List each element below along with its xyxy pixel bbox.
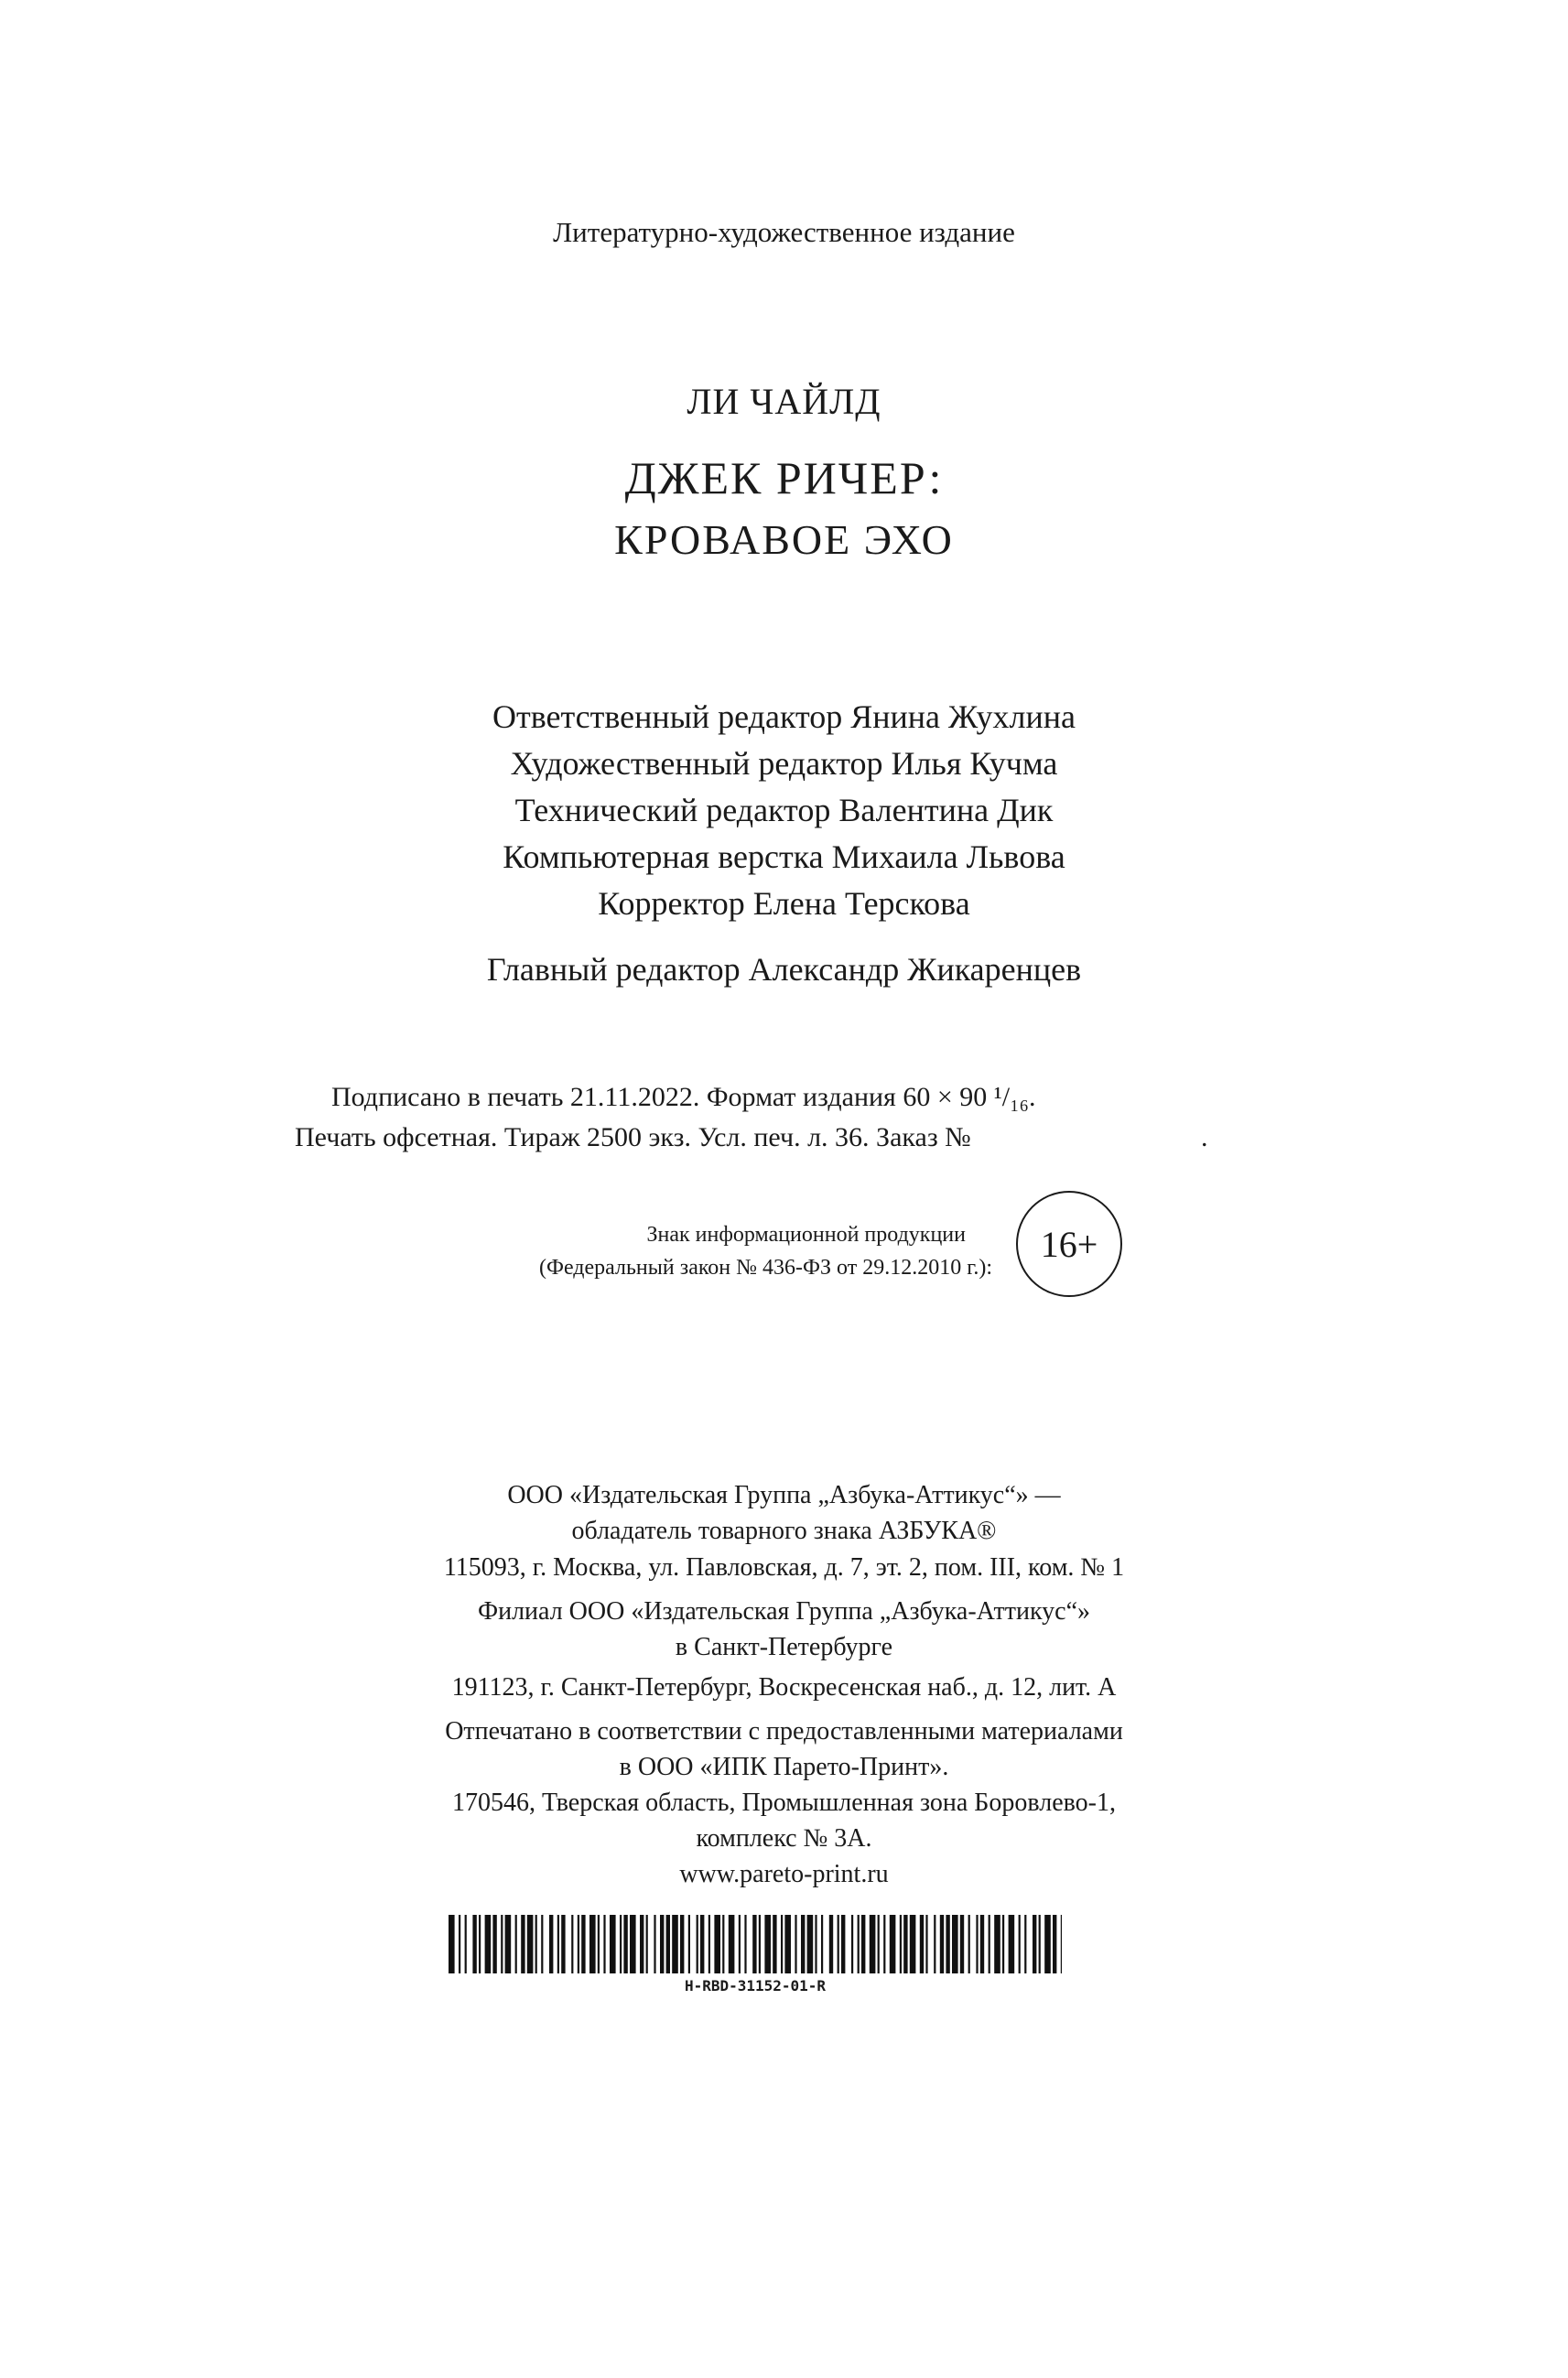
barcode-bar — [630, 1915, 636, 1973]
barcode-bar — [680, 1915, 684, 1973]
barcode-bar — [578, 1915, 579, 1973]
printer-line-1: Отпечатано в соответствии с предоставленными материалами — [445, 1717, 1123, 1746]
barcode-bar — [654, 1915, 655, 1973]
barcode-bar — [660, 1915, 664, 1973]
printer-address-1: 170546, Тверская область, Промышленная зона Боровлево-1, — [452, 1789, 1116, 1817]
barcode-bar — [920, 1915, 924, 1973]
publisher-address: 115093, г. Москва, ул. Павловская, д. 7, эт. 2, пом. III, ком. № 1 — [443, 1553, 1125, 1582]
barcode-bar — [700, 1915, 704, 1973]
barcode-bar — [934, 1915, 935, 1973]
barcode-bar — [598, 1915, 600, 1973]
barcode-bar — [1061, 1915, 1062, 1973]
barcode-bar — [815, 1915, 816, 1973]
barcode-bar — [739, 1915, 741, 1973]
barcode-bar — [940, 1915, 944, 1973]
barcode-bar — [925, 1915, 927, 1973]
barcode-bar — [620, 1915, 622, 1973]
barcode-bar — [581, 1915, 585, 1973]
barcode-bar — [878, 1915, 880, 1973]
barcode-bar — [952, 1915, 958, 1973]
branch-line-2: в Санкт-Петербурге — [675, 1633, 893, 1661]
credit-proofreader: Корректор Елена Терскова — [598, 885, 970, 922]
credit-responsible-editor: Ответственный редактор Янина Жухлина — [492, 698, 1076, 735]
barcode-bar — [759, 1915, 761, 1973]
barcode-bar — [903, 1915, 907, 1973]
book-title-line-2: КРОВАВОЕ ЭХО — [614, 516, 954, 563]
barcode-bar — [527, 1915, 534, 1973]
print-info-line-1: Подписано в печать 21.11.2022. Формат издания 60 × 90 ¹/₁₆. — [331, 1082, 1036, 1112]
barcode-bar — [646, 1915, 648, 1973]
barcode-bar — [838, 1915, 839, 1973]
barcode-bar — [501, 1915, 503, 1973]
barcode-bar — [521, 1915, 524, 1973]
barcode-bar — [541, 1915, 543, 1973]
barcode-bar — [752, 1915, 756, 1973]
barcode-bar — [505, 1915, 512, 1973]
barcode-bar — [807, 1915, 814, 1973]
barcode-bar — [960, 1915, 964, 1973]
barcode-bar — [1033, 1915, 1036, 1973]
barcode-bar — [561, 1915, 565, 1973]
barcode-bar — [980, 1915, 984, 1973]
barcode-bar — [465, 1915, 467, 1973]
barcode-bar — [492, 1915, 496, 1973]
barcode-bar — [714, 1915, 720, 1973]
barcode-bar — [1039, 1915, 1041, 1973]
barcode-bar — [610, 1915, 616, 1973]
barcode-bar — [861, 1915, 865, 1973]
barcode-bar — [697, 1915, 698, 1973]
branch-line-1: Филиал ООО «Издательская Группа „Азбука-Аттикус“» — [477, 1597, 1091, 1626]
barcode-bar — [672, 1915, 678, 1973]
printer-line-2: в ООО «ИПК Парето-Принт». — [619, 1753, 949, 1781]
barcode-bar — [729, 1915, 735, 1973]
publisher-line-1: ООО «Издательская Группа „Азбука-Аттикус“» — — [507, 1481, 1061, 1509]
credit-technical-editor: Технический редактор Валентина Дик — [514, 792, 1054, 828]
info-sign-line-1: Знак информационной продукции — [646, 1223, 966, 1247]
barcode-bar — [479, 1915, 481, 1973]
barcode-bar — [722, 1915, 724, 1973]
barcode-bar — [946, 1915, 949, 1973]
barcode-bar — [459, 1915, 460, 1973]
barcode-bar — [994, 1915, 1000, 1973]
barcode-bar — [515, 1915, 517, 1973]
barcode-bar — [589, 1915, 596, 1973]
barcode-bar — [1002, 1915, 1004, 1973]
barcode-bar — [870, 1915, 876, 1973]
book-author: ЛИ ЧАЙЛД — [687, 381, 881, 422]
barcode-bar — [1053, 1915, 1056, 1973]
barcode-bar — [851, 1915, 853, 1973]
printer-website: www.pareto-print.ru — [679, 1860, 889, 1888]
barcode-bar — [603, 1915, 605, 1973]
barcode-bar — [623, 1915, 627, 1973]
barcode-bar — [821, 1915, 823, 1973]
barcode — [449, 1915, 1062, 1997]
barcode-bar — [890, 1915, 896, 1973]
barcode-bar — [485, 1915, 492, 1973]
barcode-code: H-RBD-31152-01-R — [684, 1977, 827, 1994]
barcode-bar — [989, 1915, 990, 1973]
barcode-bar — [968, 1915, 970, 1973]
barcode-bar — [688, 1915, 690, 1973]
barcode-icon — [449, 1915, 1062, 1973]
print-info-line-2: Печать офсетная. Тираж 2500 экз. Усл. печ. л. 36. Заказ № — [295, 1122, 971, 1152]
barcode-bar — [781, 1915, 783, 1973]
credit-chief-editor: Главный редактор Александр Жикаренцев — [486, 951, 1082, 988]
credit-art-editor: Художественный редактор Илья Кучма — [510, 745, 1058, 782]
barcode-bar — [883, 1915, 885, 1973]
barcode-bar — [784, 1915, 791, 1973]
credit-layout: Компьютерная верстка Михаила Львова — [503, 838, 1065, 875]
edition-type: Литературно-художественное издание — [553, 216, 1015, 248]
barcode-bar — [1024, 1915, 1026, 1973]
barcode-bar — [535, 1915, 537, 1973]
barcode-bar — [976, 1915, 978, 1973]
barcode-bar — [858, 1915, 860, 1973]
barcode-bar — [773, 1915, 776, 1973]
info-sign-line-2: (Федеральный закон № 436-ФЗ от 29.12.2010 г.): — [538, 1256, 992, 1280]
age-rating-label: 16+ — [1040, 1223, 1098, 1265]
barcode-bar — [557, 1915, 559, 1973]
barcode-bar — [744, 1915, 746, 1973]
book-title-line-1: ДЖЕК РИЧЕР: — [624, 452, 944, 503]
branch-address: 191123, г. Санкт-Петербург, Воскресенская наб., д. 12, лит. А — [451, 1673, 1117, 1702]
barcode-bar — [801, 1915, 805, 1973]
age-rating-badge — [1016, 1191, 1122, 1297]
publisher-line-2: обладатель товарного знака АЗБУКА® — [571, 1517, 997, 1545]
barcode-bar — [472, 1915, 476, 1973]
barcode-bar — [666, 1915, 670, 1973]
barcode-bar — [795, 1915, 796, 1973]
print-info-order-end: . — [1201, 1122, 1208, 1152]
barcode-bar — [1019, 1915, 1021, 1973]
barcode-bar — [1009, 1915, 1015, 1973]
barcode-bar — [900, 1915, 902, 1973]
barcode-bar — [764, 1915, 771, 1973]
barcode-bar — [1044, 1915, 1051, 1973]
barcode-bar — [708, 1915, 710, 1973]
barcode-bar — [549, 1915, 553, 1973]
barcode-bar — [829, 1915, 833, 1973]
barcode-bar — [571, 1915, 573, 1973]
barcode-bar — [910, 1915, 916, 1973]
barcode-bar — [640, 1915, 643, 1973]
barcode-bar — [841, 1915, 845, 1973]
barcode-bar — [449, 1915, 455, 1973]
printer-address-2: комплекс № 3А. — [696, 1824, 872, 1853]
